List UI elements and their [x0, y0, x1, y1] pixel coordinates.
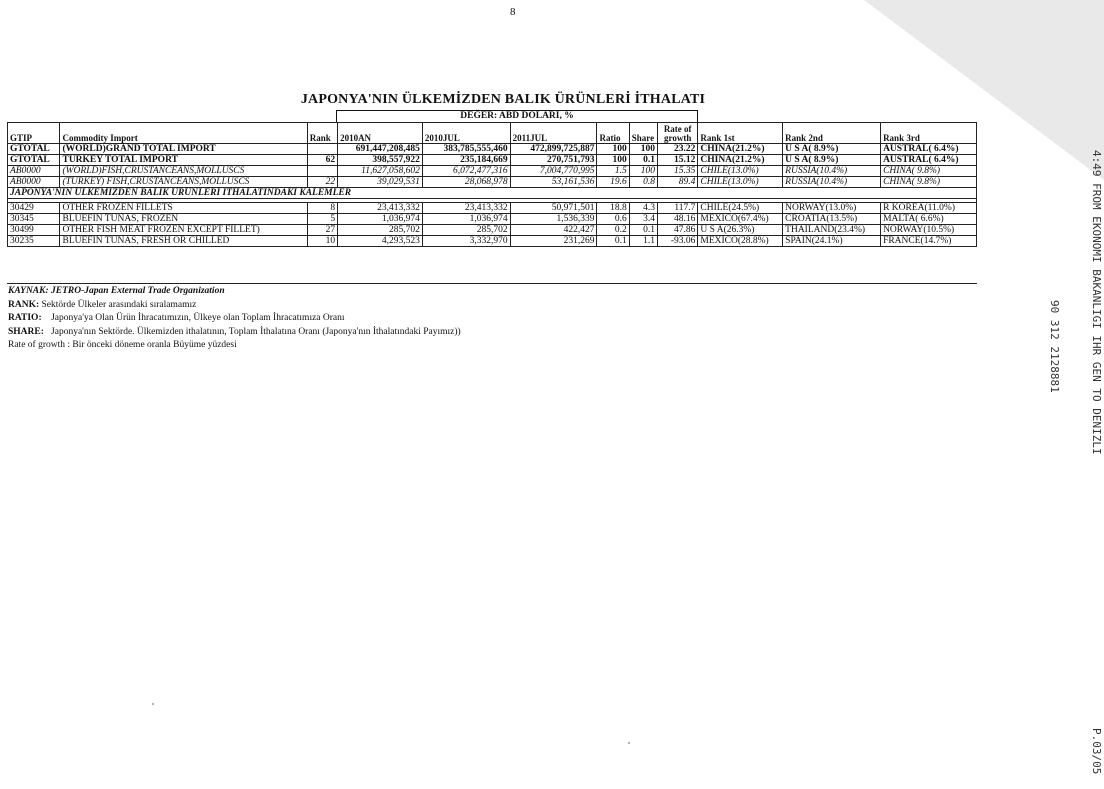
cell-y2010an: 23,413,332 — [338, 203, 423, 214]
cell-y2010jul: 383,785,555,460 — [422, 144, 510, 155]
cell-gtip: 30235 — [8, 236, 60, 247]
cell-y2011jul: 270,751,793 — [510, 155, 597, 166]
cell-gtip: 30345 — [8, 214, 60, 225]
import-table — [7, 122, 977, 247]
cell-share: 1.1 — [629, 236, 657, 247]
fax-number: 90 312 2128881 — [1048, 300, 1061, 393]
cell-share: 0.8 — [629, 177, 657, 188]
cell-rank2: U S A( 8.9%) — [783, 155, 881, 166]
cell-share: 4.3 — [629, 203, 657, 214]
cell-share: 100 — [629, 144, 657, 155]
cell-y2011jul: 7,004,770,995 — [510, 166, 597, 177]
scan-speck — [152, 703, 154, 705]
header-rank3: Rank 3rd — [881, 123, 977, 144]
cell-y2011jul: 472,899,725,887 — [510, 144, 597, 155]
cell-gtip: GTOTAL — [8, 144, 60, 155]
cell-rank3: FRANCE(14.7%) — [881, 236, 977, 247]
fax-header-line: 4:49 FROM EKONOMI BAKANLIGI IHR GEN TO DENIZLI — [1090, 150, 1103, 455]
cell-y2010an: 285,702 — [338, 225, 423, 236]
cell-rank3: R KOREA(11.0%) — [881, 203, 977, 214]
cell-rank — [307, 144, 337, 155]
header-rate-of-growth — [658, 123, 698, 144]
cell-commodity: (TURKEY) FISH,CRUSTANCEANS,MOLLUSCS — [60, 177, 307, 188]
cell-rank — [307, 166, 337, 177]
top-mark: 8 — [510, 6, 516, 18]
currency-subtitle: DEĞER: ABD DOLARI, % — [336, 110, 698, 122]
growth-note: Rate of growth : Bir önceki döneme oranla Büyüme yüzdesi — [8, 340, 237, 350]
table-header-row — [8, 123, 977, 144]
cell-rank: 8 — [307, 203, 337, 214]
cell-rank2: THAILAND(23.4%) — [783, 225, 881, 236]
cell-rank1: MEXICO(28.8%) — [698, 236, 783, 247]
cell-share: 3.4 — [629, 214, 657, 225]
cell-ratio: 0.2 — [597, 225, 629, 236]
ratio-note-text: Japonya'ya Olan Ürün İhracatımızın, Ülkeye olan Toplam İhracatımıza Oranı — [51, 313, 345, 323]
header-ratio: Ratio — [597, 123, 629, 144]
table-row — [8, 214, 977, 225]
table-row — [8, 203, 977, 214]
table-row — [8, 225, 977, 236]
table-row — [8, 155, 977, 166]
table-row — [8, 144, 977, 155]
cell-rate: 15.12 — [658, 155, 698, 166]
cell-commodity: BLUEFIN TUNAS, FROZEN — [60, 214, 307, 225]
cell-y2010an: 691,447,208,485 — [338, 144, 423, 155]
cell-y2010jul: 1,036,974 — [422, 214, 510, 225]
cell-rank: 27 — [307, 225, 337, 236]
header-rank1: Rank 1st — [698, 123, 783, 144]
cell-y2011jul: 50,971,501 — [510, 203, 597, 214]
cell-rate: 89.4 — [658, 177, 698, 188]
ratio-note-key: RATIO: — [8, 313, 42, 323]
cell-rank2: RUSSIA(10.4%) — [783, 166, 881, 177]
notes-block — [8, 285, 708, 353]
cell-y2010jul: 28,068,978 — [422, 177, 510, 188]
cell-commodity: OTHER FROZEN FILLETS — [60, 203, 307, 214]
header-2011jul: 2011JUL — [510, 123, 597, 144]
cell-rank2: U S A( 8.9%) — [783, 144, 881, 155]
cell-commodity: (WORLD)FISH,CRUSTANCEANS,MOLLUSCS — [60, 166, 307, 177]
cell-rate: 15.35 — [658, 166, 698, 177]
cell-rank: 10 — [307, 236, 337, 247]
cell-share: 0.1 — [629, 225, 657, 236]
cell-ratio: 18.8 — [597, 203, 629, 214]
cell-y2010jul: 3,332,970 — [422, 236, 510, 247]
cell-rank3: NORWAY(10.5%) — [881, 225, 977, 236]
scan-speck — [628, 742, 630, 744]
cell-rank2: NORWAY(13.0%) — [783, 203, 881, 214]
cell-y2010jul: 285,702 — [422, 225, 510, 236]
cell-y2010jul: 6,072,477,316 — [422, 166, 510, 177]
cell-rate: 48.16 — [658, 214, 698, 225]
cell-rank1: MEXICO(67.4%) — [698, 214, 783, 225]
cell-rank2: SPAIN(24.1%) — [783, 236, 881, 247]
cell-rank1: CHILE(13.0%) — [698, 166, 783, 177]
cell-y2010an: 1,036,974 — [338, 214, 423, 225]
cell-rank: 5 — [307, 214, 337, 225]
header-rank2: Rank 2nd — [783, 123, 881, 144]
cell-commodity: TURKEY TOTAL IMPORT — [60, 155, 307, 166]
header-rate-line1: Rate of — [663, 124, 692, 134]
cell-rank3: CHINA( 9.8%) — [881, 166, 977, 177]
table-row — [8, 236, 977, 247]
cell-y2010an: 11,627,058,602 — [338, 166, 423, 177]
header-2010an: 2010AN — [338, 123, 423, 144]
cell-rank3: AUSTRAL( 6.4%) — [881, 155, 977, 166]
cell-rate: 47.86 — [658, 225, 698, 236]
cell-commodity: BLUEFIN TUNAS, FRESH OR CHILLED — [60, 236, 307, 247]
cell-y2010an: 398,557,922 — [338, 155, 423, 166]
header-rank: Rank — [307, 123, 337, 144]
table-row — [8, 177, 977, 188]
ratio-note — [8, 312, 708, 326]
cell-gtip: AB0000 — [8, 166, 60, 177]
header-2010jul: 2010JUL — [422, 123, 510, 144]
cell-rank3: CHINA( 9.8%) — [881, 177, 977, 188]
cell-y2010jul: 23,413,332 — [422, 203, 510, 214]
cell-gtip: 30499 — [8, 225, 60, 236]
cell-rank3: MALTA( 6.6%) — [881, 214, 977, 225]
cell-rank2: RUSSIA(10.4%) — [783, 177, 881, 188]
cell-share: 100 — [629, 166, 657, 177]
cell-rank: 22 — [307, 177, 337, 188]
cell-ratio: 0.6 — [597, 214, 629, 225]
share-note-text: Japonya'nın Sektörde. Ülkemizden ithalatının, Toplam İthalatına Oranı (Japonya'nın İthalatındaki Payımız)) — [51, 326, 461, 337]
cell-y2011jul: 1,536,339 — [510, 214, 597, 225]
rank-note-key: RANK: — [8, 299, 40, 310]
section-label: JAPONYA'NIN ÜLKEMİZDEN BALIK ÜRÜNLERİ İTHALATINDAKİ KALEMLER — [8, 188, 977, 199]
cell-y2010jul: 235,184,669 — [422, 155, 510, 166]
cell-ratio: 100 — [597, 144, 629, 155]
cell-rank1: CHILE(24.5%) — [698, 203, 783, 214]
notes-divider — [7, 283, 977, 284]
cell-y2011jul: 53,161,536 — [510, 177, 597, 188]
cell-commodity: (WORLD)GRAND TOTAL IMPORT — [60, 144, 307, 155]
cell-y2011jul: 231,269 — [510, 236, 597, 247]
cell-rate: 117.7 — [658, 203, 698, 214]
cell-commodity: OTHER FISH MEAT FROZEN EXCEPT FILLET) — [60, 225, 307, 236]
cell-share: 0.1 — [629, 155, 657, 166]
fax-page-number: P.03/05 — [1090, 728, 1103, 775]
cell-ratio: 19.6 — [597, 177, 629, 188]
header-commodity: Commodity Import — [60, 123, 307, 144]
cell-rank2: CROATIA(13.5%) — [783, 214, 881, 225]
cell-rate: -93.06 — [658, 236, 698, 247]
header-rate-line2: growth — [664, 133, 692, 143]
cell-rank1: CHINA(21.2%) — [698, 155, 783, 166]
table-row — [8, 166, 977, 177]
cell-rank: 62 — [307, 155, 337, 166]
share-note-key: SHARE: — [8, 326, 44, 337]
rank-note — [8, 299, 708, 313]
rank-note-text: Sektörde Ülkeler arasındaki sıralamamız — [41, 299, 197, 310]
cell-rank1: CHINA(21.2%) — [698, 144, 783, 155]
cell-y2010an: 4,293,523 — [338, 236, 423, 247]
share-note — [8, 326, 708, 340]
cell-ratio: 100 — [597, 155, 629, 166]
section-row — [8, 188, 977, 199]
cell-rate: 23.22 — [658, 144, 698, 155]
cell-y2011jul: 422,427 — [510, 225, 597, 236]
cell-ratio: 0.1 — [597, 236, 629, 247]
cell-y2010an: 39,029,531 — [338, 177, 423, 188]
cell-gtip: GTOTAL — [8, 155, 60, 166]
document-title: JAPONYA'NIN ÜLKEMİZDEN BALIK ÜRÜNLERİ İTHALATI — [300, 92, 706, 107]
header-gtip: GTIP — [8, 123, 60, 144]
cell-gtip: AB0000 — [8, 177, 60, 188]
cell-rank3: AUSTRAL( 6.4%) — [881, 144, 977, 155]
cell-rank1: U S A(26.3%) — [698, 225, 783, 236]
cell-ratio: 1.5 — [597, 166, 629, 177]
cell-gtip: 30429 — [8, 203, 60, 214]
cell-rank1: CHILE(13.0%) — [698, 177, 783, 188]
header-share: Share — [629, 123, 657, 144]
source-note: KAYNAK: JETRO-Japan External Trade Organization — [8, 286, 225, 296]
